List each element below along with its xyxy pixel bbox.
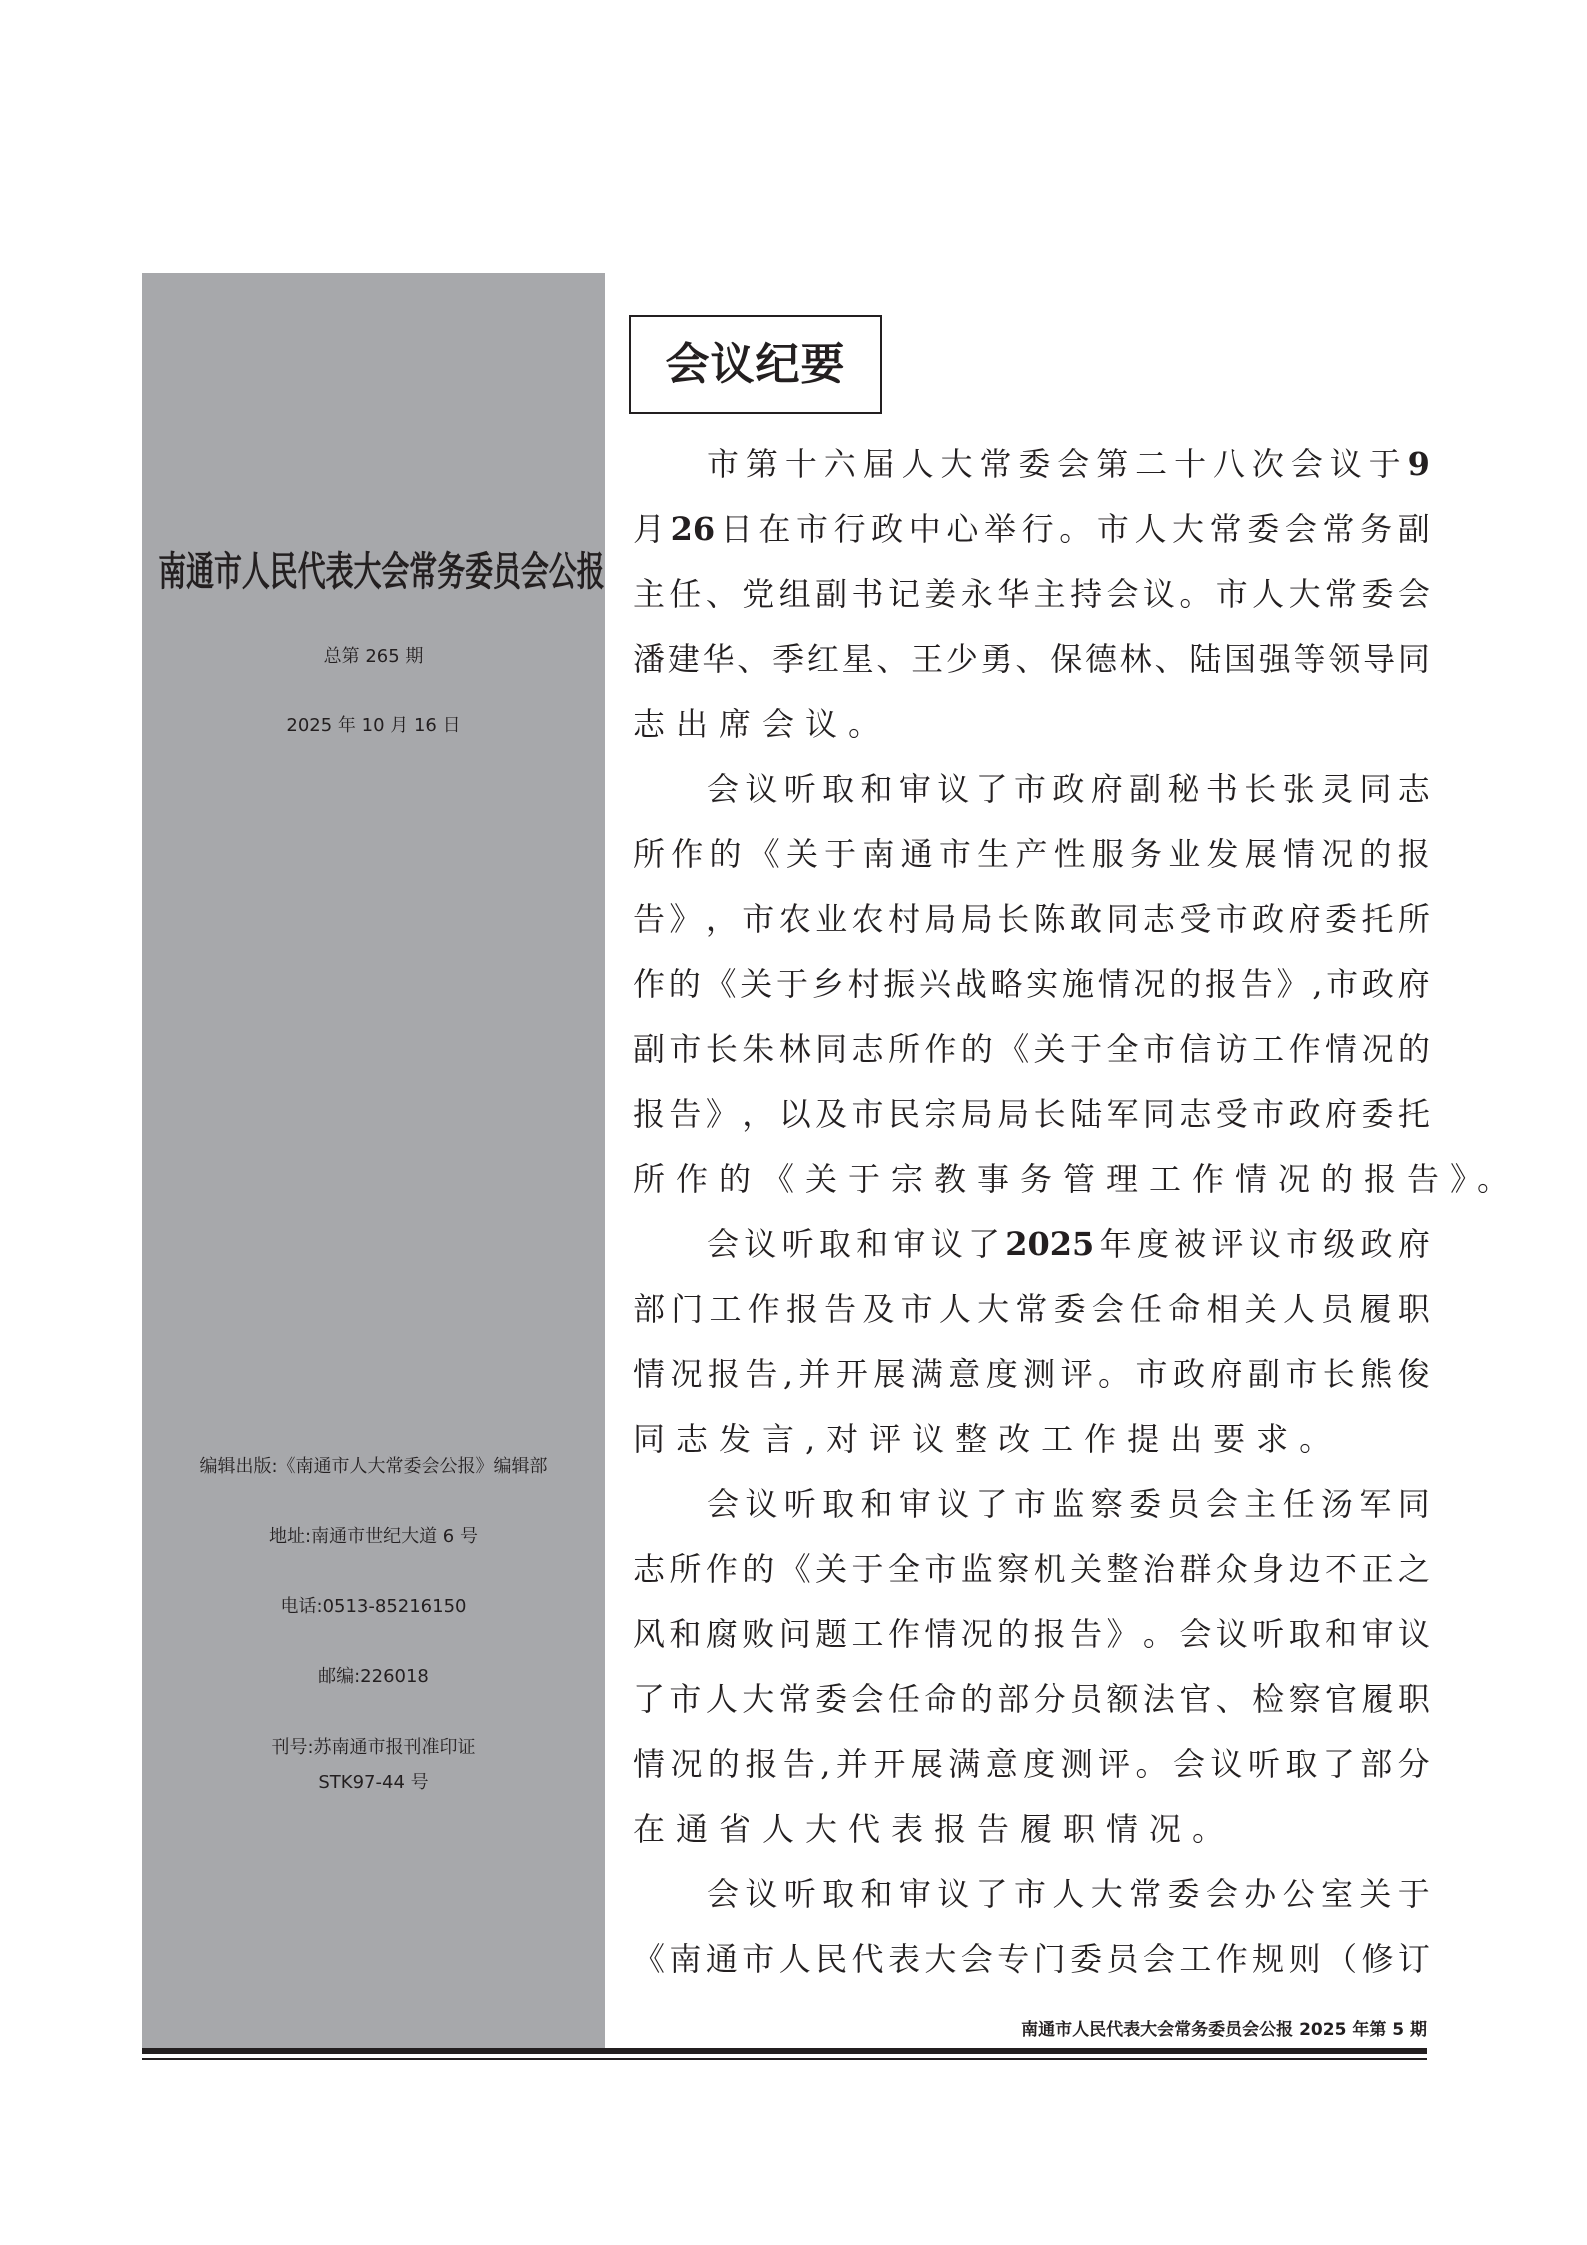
paragraph-line: 潘 建 华 、 季 红 星 、 王 少 勇 、 保 德 林 、 陆 国 强 等 领 导 同 [633,640,1430,678]
paragraph-line: 在通省人大代表报告履职情况。 [633,1810,1236,1848]
footer-rule-thick [142,2048,1427,2054]
editor-info: 编辑出版:《南通市人大常委会公报》编辑部 [199,1456,548,1477]
paragraph-line: 所作的《关于宗教事务管理工作情况的报告》。 [633,1160,1521,1198]
paragraph-line: 副 市 长 朱 林 同 志 所 作 的 《 关 于 全 市 信 访 工 作 情 况 的 [633,1030,1430,1068]
address-info: 地址:南通市世纪大道 6 号 [269,1526,478,1547]
permit-info-line1: 刊号:苏南通市报刊准印证 [271,1737,476,1758]
paragraph-line: 所 作 的 《 关 于 南 通 市 生 产 性 服 务 业 发 展 情 况 的 报 [633,835,1430,873]
article-body [633,432,1521,1992]
postcode-info: 邮编:226018 [318,1666,429,1687]
sidebar-panel [142,273,605,2048]
footer-rule-thin [142,2058,1427,2060]
paragraph-line: 会 议 听 取 和 审 议 了 市 人 大 常 委 会 办 公 室 关 于 [707,1875,1430,1913]
section-title: 会议纪要 [665,339,846,390]
publication-title: 南通市人民代表大会常务委员会公报 [158,549,605,596]
paragraph-line: 《 南 通 市 人 民 代 表 大 会 专 门 委 员 会 工 作 规 则 （ 修 订 [633,1940,1430,1978]
permit-info-line2: STK97-44 号 [318,1772,429,1793]
paragraph-line: 志出席会议。 [633,705,892,743]
paragraph-line: 同志发言,对评议整改工作提出要求。 [633,1420,1343,1458]
issue-date: 2025 年 10 月 16 日 [286,715,461,736]
section-title-box [629,315,882,414]
phone-info: 电话:0513-85216150 [280,1596,467,1617]
paragraph-line: 风 和 腐 败 问 题 工 作 情 况 的 报 告 》 。 会 议 听 取 和 审 议 [633,1615,1430,1653]
paragraph-line: 部 门 工 作 报 告 及 市 人 大 常 委 会 任 命 相 关 人 员 履 职 [633,1290,1430,1328]
paragraph-line: 市 第 十 六 届 人 大 常 委 会 第 二 十 八 次 会 议 于 9 [707,445,1430,483]
paragraph-line: 会 议 听 取 和 审 议 了 市 政 府 副 秘 书 长 张 灵 同 志 [707,770,1430,808]
paragraph-line: 报 告 》 ， 以 及 市 民 宗 局 局 长 陆 军 同 志 受 市 政 府 委 托 [633,1095,1430,1133]
paragraph-line: 主 任 、 党 组 副 书 记 姜 永 华 主 持 会 议 。 市 人 大 常 委 会 [633,575,1430,613]
issue-total-number: 总第 265 期 [323,646,424,667]
paragraph-line: 了 市 人 大 常 委 会 任 命 的 部 分 员 额 法 官 、 检 察 官 履 职 [633,1680,1430,1718]
paragraph-line: 情 况 的 报 告 , 并 开 展 满 意 度 测 评 。 会 议 听 取 了 部 分 [633,1745,1430,1783]
paragraph-line: 会 议 听 取 和 审 议 了 2025 年 度 被 评 议 市 级 政 府 [707,1225,1430,1263]
running-footer-title: 南通市人民代表大会常务委员会公报 2025 年第 5 期 [1021,2020,1427,2040]
paragraph-line: 志 所 作 的 《 关 于 全 市 监 察 机 关 整 治 群 众 身 边 不 正 之 [633,1550,1430,1588]
paragraph-line: 告 》 ， 市 农 业 农 村 局 局 长 陈 敢 同 志 受 市 政 府 委 托 所 [633,900,1430,938]
paragraph-line: 作 的 《 关 于 乡 村 振 兴 战 略 实 施 情 况 的 报 告 》 , 市 政 府 [633,965,1430,1003]
paragraph-line: 情 况 报 告 , 并 开 展 满 意 度 测 评 。 市 政 府 副 市 长 熊 俊 [633,1355,1430,1393]
paragraph-line: 月 26 日 在 市 行 政 中 心 举 行 。 市 人 大 常 委 会 常 务 副 [633,510,1430,548]
paragraph-line: 会 议 听 取 和 审 议 了 市 监 察 委 员 会 主 任 汤 军 同 [707,1485,1430,1523]
